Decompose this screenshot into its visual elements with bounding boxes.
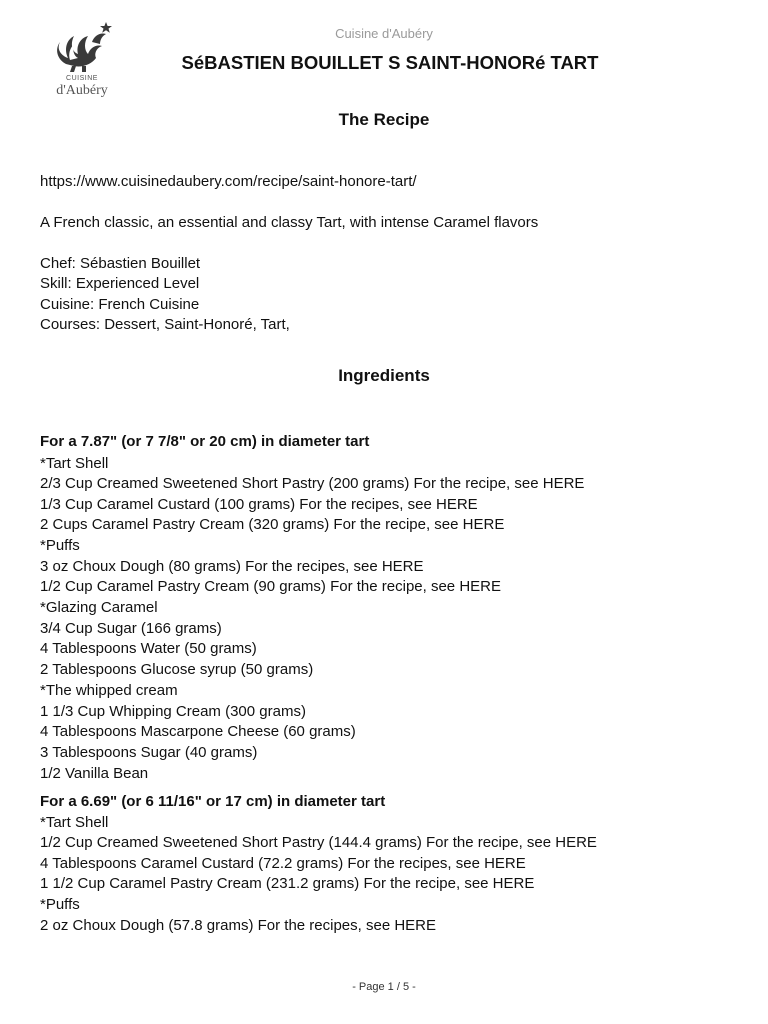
recipe-heading: The Recipe bbox=[338, 110, 430, 129]
ingredient-line: 3 Tablespoons Sugar (40 grams) bbox=[40, 744, 258, 761]
ingredient-line: *Tart Shell bbox=[40, 814, 109, 831]
ingredient-line: 3/4 Cup Sugar (166 grams) bbox=[40, 620, 222, 637]
ingredient-line: *Glazing Caramel bbox=[40, 599, 158, 616]
ingredient-line: 2 oz Choux Dough (57.8 grams) For the recipes, see HERE bbox=[40, 917, 437, 934]
ingredients-heading: Ingredients bbox=[338, 366, 430, 385]
recipe-courses: Courses: Dessert, Saint-Honoré, Tart, bbox=[40, 316, 290, 333]
ingredient-line: 2 Cups Caramel Pastry Cream (320 grams) For the recipe, see HERE bbox=[40, 516, 505, 533]
logo-line1: CUISINE bbox=[66, 75, 98, 82]
ingredient-line: 1/2 Cup Creamed Sweetened Short Pastry (144.4 grams) For the recipe, see HERE bbox=[40, 834, 597, 851]
recipe-skill: Skill: Experienced Level bbox=[40, 275, 200, 292]
recipe-chef: Chef: Sébastien Bouillet bbox=[40, 255, 201, 272]
ingredient-line: 2 Tablespoons Glucose syrup (50 grams) bbox=[40, 661, 314, 678]
ingredient-line: 1 1/2 Cup Caramel Pastry Cream (231.2 grams) For the recipe, see HERE bbox=[40, 875, 535, 892]
group2-title: For a 6.69" (or 6 11/16" or 17 cm) in diameter tart bbox=[40, 793, 386, 810]
ingredient-line: *The whipped cream bbox=[40, 682, 178, 699]
ingredient-line: 4 Tablespoons Mascarpone Cheese (60 grams) bbox=[40, 723, 356, 740]
ingredient-line: 4 Tablespoons Caramel Custard (72.2 grams) For the recipes, see HERE bbox=[40, 855, 526, 872]
ingredient-line: 1/2 Vanilla Bean bbox=[40, 765, 149, 782]
recipe-cuisine: Cuisine: French Cuisine bbox=[40, 296, 200, 313]
ingredient-line: *Puffs bbox=[40, 896, 80, 913]
page-indicator: - Page 1 / 5 - bbox=[352, 981, 416, 993]
group1-title: For a 7.87" (or 7 7/8" or 20 cm) in diameter tart bbox=[40, 433, 370, 450]
site-header: Cuisine d'Aubéry bbox=[335, 26, 433, 41]
star-icon bbox=[100, 22, 112, 33]
recipe-url: https://www.cuisinedaubery.com/recipe/saint-honore-tart/ bbox=[40, 173, 417, 190]
document-title: SéBASTIEN BOUILLET S SAINT-HONORé TART bbox=[181, 52, 599, 73]
ingredient-line: *Tart Shell bbox=[40, 455, 109, 472]
ingredient-line: 4 Tablespoons Water (50 grams) bbox=[40, 640, 257, 657]
ingredient-line: 1/3 Cup Caramel Custard (100 grams) For the recipes, see HERE bbox=[40, 496, 478, 513]
ingredient-line: 3 oz Choux Dough (80 grams) For the recipes, see HERE bbox=[40, 558, 424, 575]
cuisine-daubery-logo bbox=[36, 20, 128, 98]
logo-line2: d'Aubéry bbox=[56, 83, 108, 98]
recipe-description: A French classic, an essential and classy Tart, with intense Caramel flavors bbox=[40, 214, 539, 231]
ingredient-line: *Puffs bbox=[40, 537, 80, 554]
ingredient-line: 1/2 Cup Caramel Pastry Cream (90 grams) For the recipe, see HERE bbox=[40, 578, 501, 595]
ingredient-line: 1 1/3 Cup Whipping Cream (300 grams) bbox=[40, 703, 306, 720]
ingredient-line: 2/3 Cup Creamed Sweetened Short Pastry (200 grams) For the recipe, see HERE bbox=[40, 475, 585, 492]
